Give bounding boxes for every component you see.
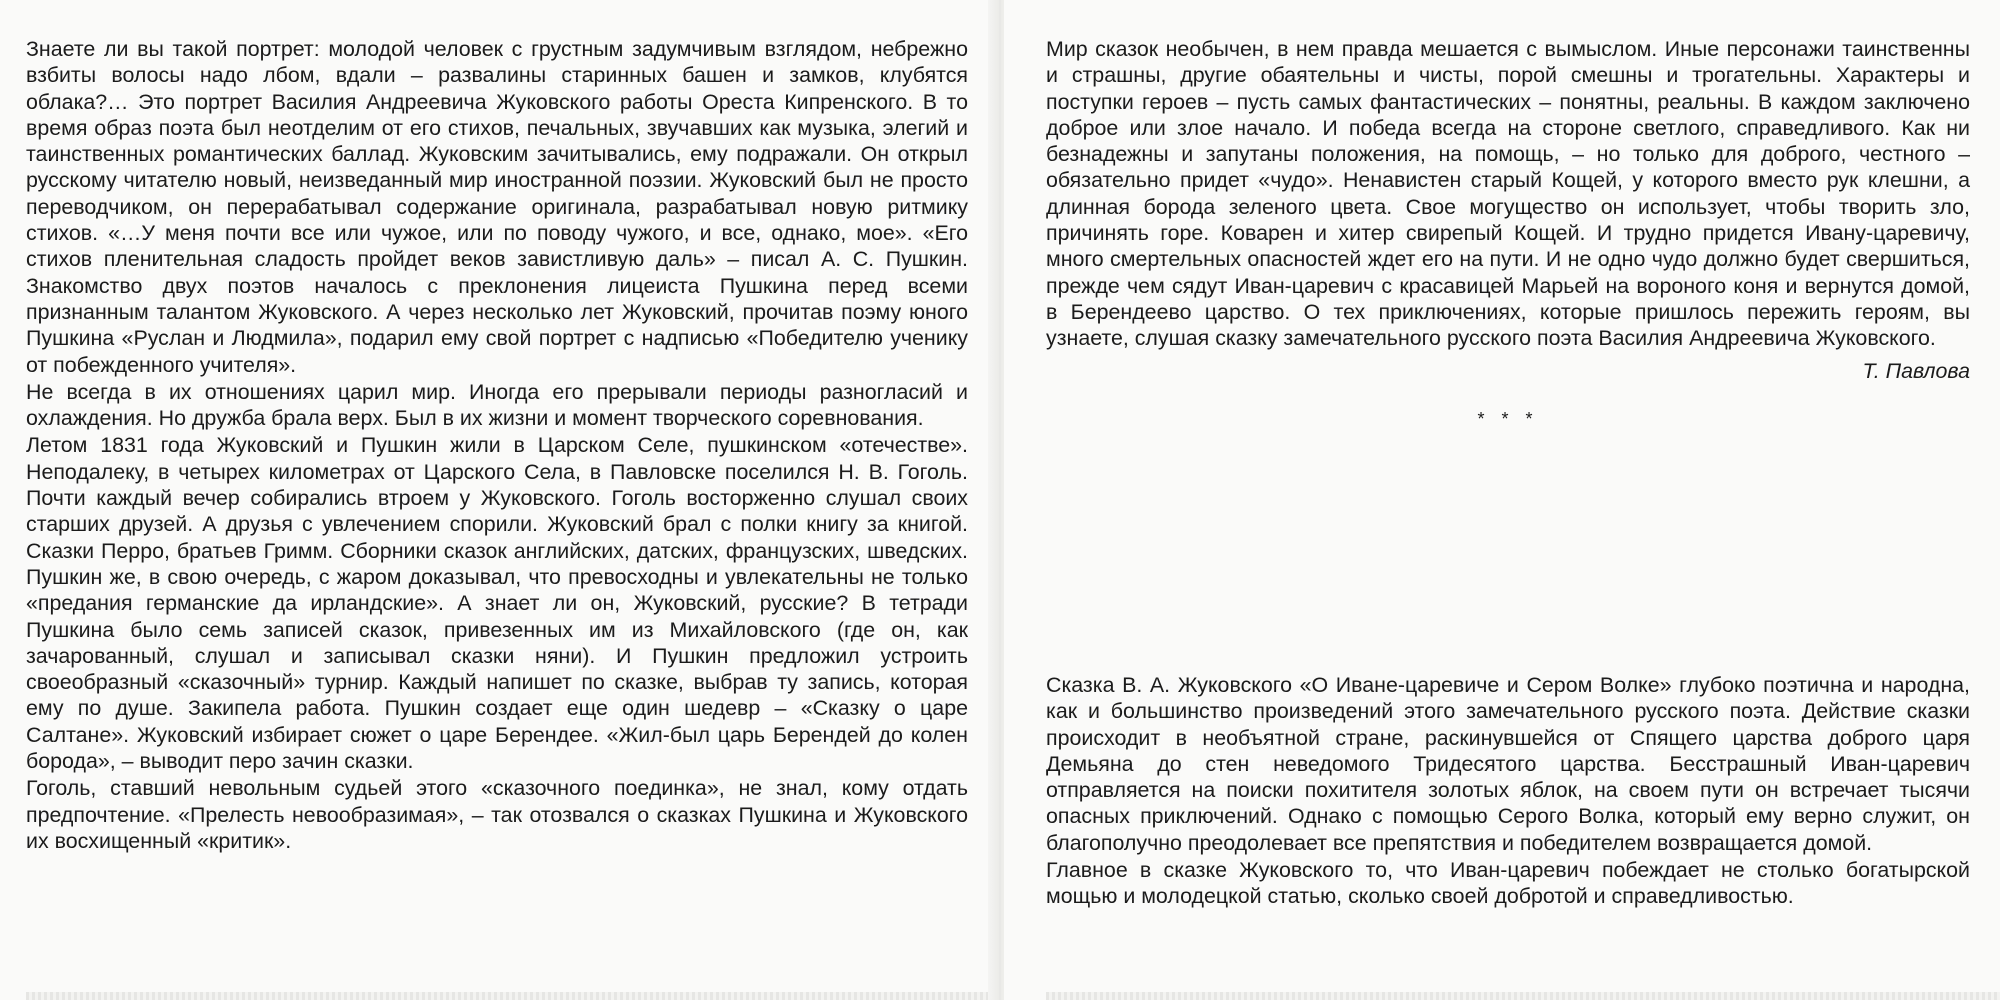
paragraph-fairy-world: Мир сказок необычен, в нем правда мешается с вымыслом. Иные персонажи таинственны и страшны, другие обаятельны и чисты, порой смешны и трогательны. Характеры и поступки героев – пусть самых фантастических – понятны, реальны. В каждом заключено доброе или злое начало. И победа всегда на стороне светлого, справедливого. Как ни безнадежны и запутаны положения, на помощь, – но только для доброго, честного – обязательно придет «чудо». Ненавистен старый Кощей, у которого вместо рук клешни, а длинная борода зеленого цвета. Свое могущество он использует, чтобы творить зло, причинять горе. Коварен и хитер свирепый Кощей. И трудно придется Ивану-царевичу, много смертельных опасностей ждет его на пути. И не одно чудо должно будет свершиться, прежде чем сядут Иван-царевич с красавицей Марьей на вороного коня и вернутся домой, в Берендеево царство. О тех приключениях, которые пришлось пережить героям, вы узнаете, слушая сказку замечательного русского поэта Василия Андреевича Жуковского. xyxy=(1046,37,1970,351)
tale-summary xyxy=(1046,672,1970,910)
paragraph-summer-1831: Летом 1831 года Жуковский и Пушкин жили в Царском Селе, пушкинском «отечестве». Неподалеку, в четырех километрах от Царского Села, в Павловске поселился Н. В. Гоголь. Почти каждый вечер собирались втроем у Жуковского. Гоголь восторженно слушал своих старших друзей. А друзья с увлечением спорили. Жуковский брал с полки книгу за книгой. Сказки Перро, братьев Гримм. Сборники сказок английских, датских, французских, шведских. Пушкин же, в свою очередь, с жаром доказывал, что превосходны и увлекательны не только «предания германские да ирландские». А знает ли он, Жуковский, русские? В тетради Пушкина было семь записей сказок, привезенных им из Михайловского (где он, как зачарованный, слушал и записывал сказки няни). И Пушкин предложил устроить своеобразный «сказочный» турнир. Каждый напишет по сказке, выбрав ту запись, которая ему по душе. Закипела работа. Пушкин создает еще один шедевр – «Сказку о царе Салтане». Жуковский избирает сюжет о царе Берендее. «Жил-был царь Берендей до колен борода», – выводит перо зачин сказки. xyxy=(26,433,968,774)
paragraph-tale-summary: Сказка В. А. Жуковского «О Иване-царевиче и Сером Волке» глубоко поэтична и народна, как и большинство произведений этого замечательного русского поэта. Действие сказки происходит в необъятной стране, раскинувшейся от Спящего царства доброго царя Демьяна до стен неведомого Тридесятого царства. Бесстрашный Иван-царевич отправляется на поиски похитителя золотых яблок, на своем пути он встречает тысячи опасных приключений. Однако с помощью Серого Волка, который ему верно служит, он благополучно преодолевает все препятствия и победителем возвращается домой. xyxy=(1046,673,1970,855)
paragraph-portrait: Знаете ли вы такой портрет: молодой человек с грустным задумчивым взглядом, небрежно взбиты волосы надо лбом, вдали – развалины старинных башен и замков, клубятся облака?… Это портрет Василия Андреевича Жуковского работы Ореста Кипренского. В то время образ поэта был неотделим от его стихов, печальных, звучавших как музыка, элегий и таинственных романтических баллад. Жуковским зачитывались, ему подражали. Он открыл русскому читателю новый, неизведанный мир иностранной поэзии. Жуковский был не просто переводчиком, он перерабатывал содержание оригинала, разрабатывал новую ритмику стихов. «…У меня почти все или чужое, или по поводу чужого, и все, однако, мое». «Его стихов пленительная сладость пройдет веков завистливую даль» – писал А. С. Пушкин. Знакомство двух поэтов началось с преклонения лицеиста Пушкина перед всеми признанным талантом Жуковского. А через несколько лет Жуковский, прочитав поэму юного Пушкина «Руслан и Людмила», подарил ему свой портрет с надписью «Победителю ученику от побежденного учителя». xyxy=(26,37,968,377)
paragraph-main-idea: Главное в сказке Жуковского то, что Иван-царевич побеждает не столько богатырской мощью и молодецкой статью, сколько своей добротой и справедливостью. xyxy=(1046,858,1970,909)
author-signature: Т. Павлова xyxy=(1862,358,1970,383)
paragraph-gogol-judge: Гоголь, ставший невольным судьей этого «сказочного поединка», не знал, кому отдать предпочтение. «Прелесть невообразимая», – так отозвался о сказках Пушкина и Жуковского их восхищенный «критик». xyxy=(26,776,968,853)
section-separator: * * * xyxy=(1477,408,1539,429)
page-edge xyxy=(1046,992,2000,1000)
page-edge xyxy=(26,992,1022,1000)
left-page xyxy=(0,0,996,1000)
right-page xyxy=(1004,0,2000,1000)
paragraph-disagreements: Не всегда в их отношениях царил мир. Иногда его прерывали периоды разногласий и охлаждения. Но дружба брала верх. Был в их жизни и момент творческого соревнования. xyxy=(26,379,968,431)
